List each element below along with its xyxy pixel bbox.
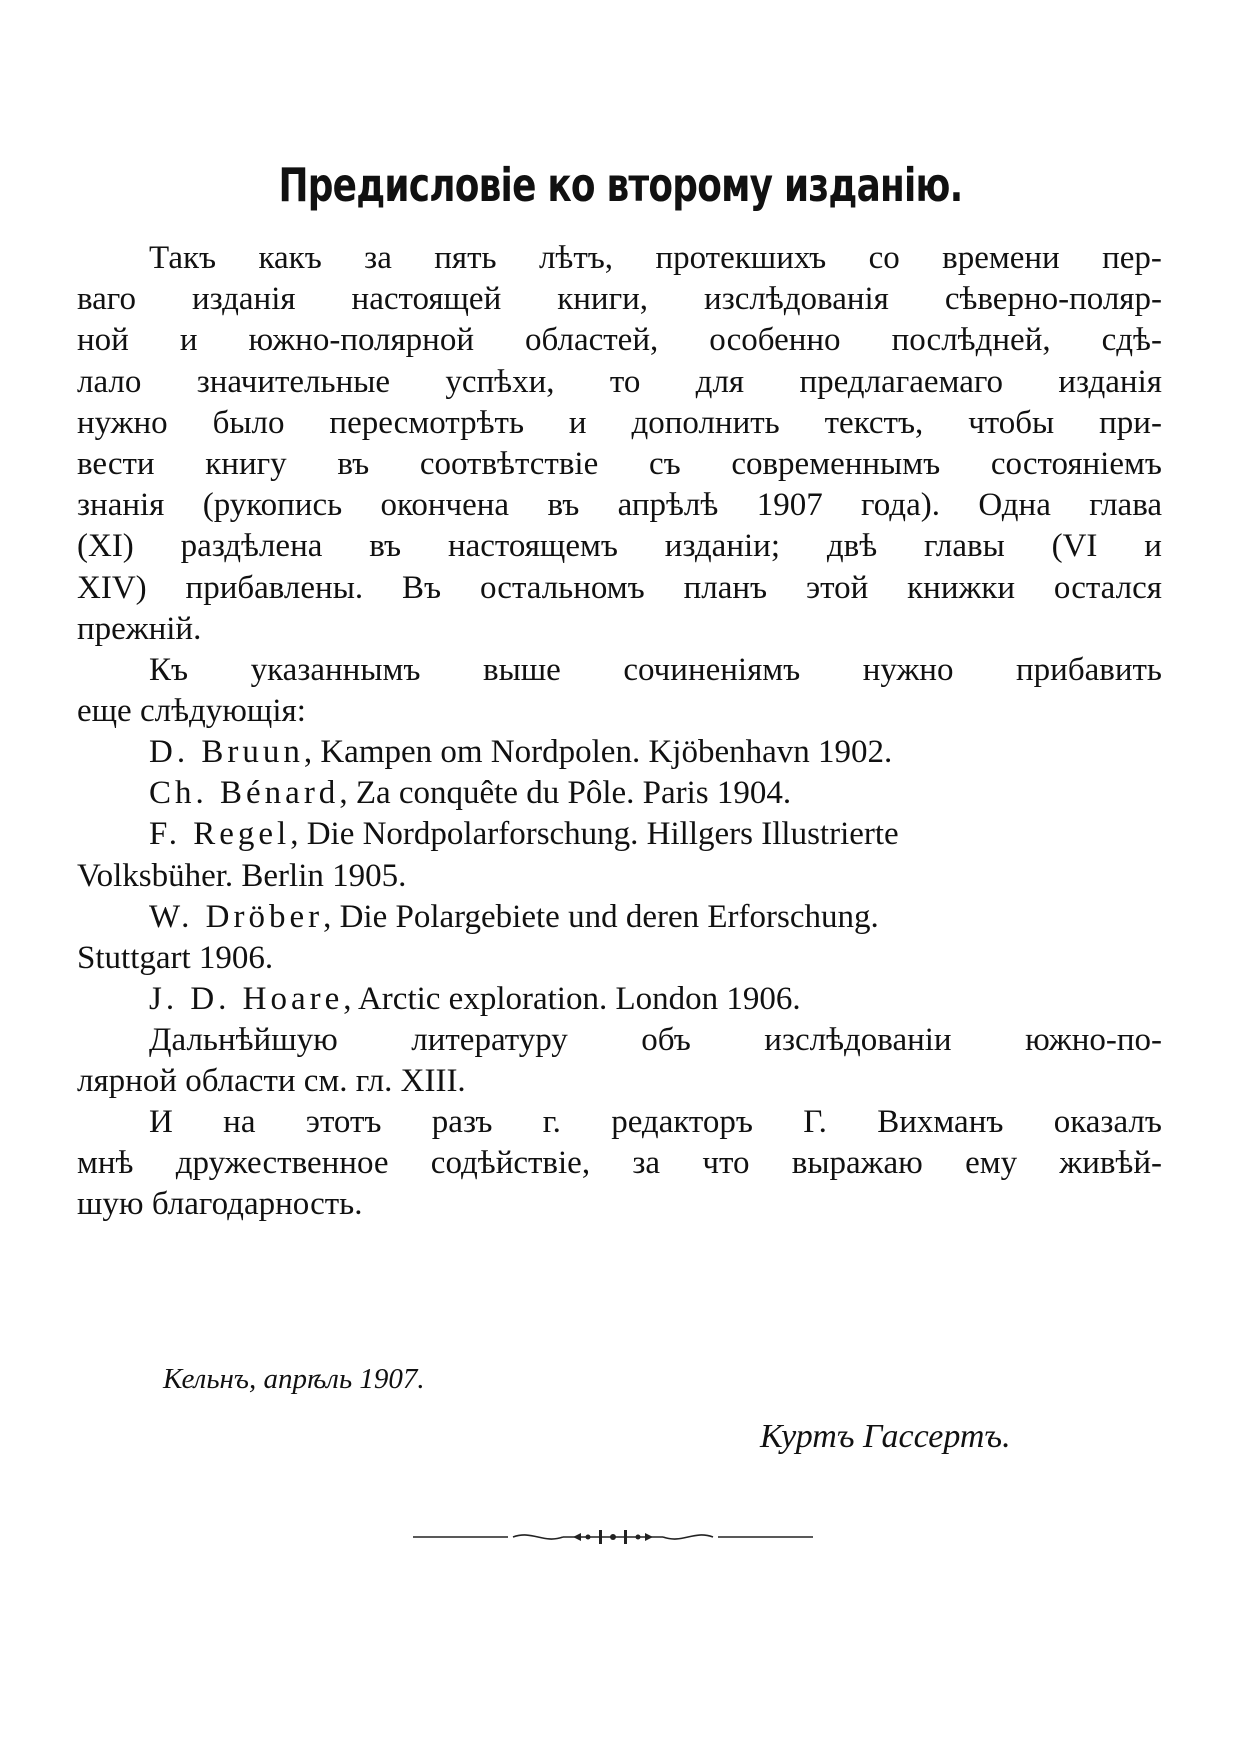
word: окончена [380,487,510,524]
word: вести [77,445,155,482]
word: времени [942,240,1060,276]
word: и [179,322,198,359]
word: живѣй- [1059,1145,1162,1182]
word: южно-полярной [248,322,475,359]
word: изслѣдованія [704,281,889,318]
word: чтобы [968,404,1055,441]
text-line [77,238,1162,279]
word: въ [337,445,370,482]
word: какъ [258,240,322,276]
reference-item: W. Dröber , Die Polargebiete und deren Erforschung. [77,897,1162,938]
word: пять [434,240,497,276]
place-date: Кельнъ, апрѣль 1907. [163,1363,425,1395]
page-title: Предисловіе ко второму изданію. [278,158,963,212]
word: Такъ [149,240,217,276]
word: XIV) [77,569,147,606]
word: разъ [431,1104,493,1140]
text-line [77,320,1162,361]
word: предлагаемаго [799,363,1004,400]
word: изданіи; [664,528,780,565]
word: знанія [77,487,165,524]
word: пересмотрѣть [329,404,524,441]
word: этой [805,569,869,606]
word: сѣверно-поляр- [944,281,1162,318]
word: за [364,240,392,276]
word: лало [77,363,142,400]
word: нужно [77,404,168,441]
word: главы [924,528,1005,565]
word: остался [1053,569,1162,606]
word: состояніемъ [990,445,1162,482]
word: Одна [978,487,1051,524]
word: остальномъ [479,569,645,606]
word: современнымъ [731,445,941,482]
word: мнѣ [77,1145,134,1182]
word: ему [965,1145,1018,1182]
word: Г. [803,1104,827,1140]
text-line [77,526,1162,567]
ornament-divider-icon [413,1522,813,1552]
word: лѣтъ, [538,240,614,276]
word: что [702,1145,750,1182]
word: литературу [411,1022,568,1058]
word: пер- [1102,240,1162,276]
text-line [77,279,1162,320]
reference-list [77,732,1162,1020]
reference-item: F. Regel , Die Nordpolarforschung. Hillgers Illustrierte [77,814,1162,855]
word: текстъ, [824,404,924,441]
reference-item-continuation: Volksbüher. Berlin 1905. [77,857,407,894]
text-line [77,362,1162,403]
word: особенно [709,322,841,359]
word: соотвѣтствіе [419,445,599,482]
word: (VI [1051,528,1098,565]
word: книгу [205,445,287,482]
word: прибавить [1016,652,1162,688]
reference-author: F. Regel [149,816,291,853]
text-line [77,650,1162,691]
word: дружественное [175,1145,389,1182]
text-line [77,1102,1162,1143]
word: со [868,240,900,276]
word: то [609,363,641,400]
reference-author: D. Bruun [149,734,304,770]
author-signature: Куртъ Гассертъ. [760,1418,1011,1455]
word: редакторъ [611,1104,753,1140]
word: выше [483,652,561,688]
word: было [212,404,285,441]
text-line [77,485,1162,526]
word: послѣдней, [891,322,1051,359]
word: настоящемъ [447,528,618,565]
word: выражаю [791,1145,923,1182]
text-line: шую благодарность. [77,1186,363,1223]
word: Къ [149,652,189,688]
reference-author: Ch. Bénard [149,775,340,812]
reference-item: J. D. Hoare , Arctic exploration. London 1906. [77,979,1162,1020]
paragraph-3 [77,1020,1162,1102]
reference-author: J. D. Hoare [149,981,344,1018]
word: и [568,404,587,441]
word: изданія [1058,363,1162,400]
word: настоящей [351,281,502,318]
word: 1907 [756,487,823,524]
word: и [1144,528,1162,565]
reference-author: W. Dröber [149,898,324,935]
word: Вихманъ [877,1104,1004,1140]
paragraph-4 [77,1102,1162,1226]
word: книжки [907,569,1015,606]
word: на [223,1104,256,1140]
text-line [77,444,1162,485]
reference-item: Ch. Bénard , Za conquête du Pôle. Paris 1904. [77,773,1162,814]
word: раздѣлена [180,528,323,565]
word: въ [547,487,580,524]
text-line: еще слѣдующія: [77,693,306,730]
word: Дальнѣйшую [149,1022,338,1058]
text-line [77,1143,1162,1184]
word: объ [641,1022,691,1058]
paragraph-1 [77,238,1162,650]
word: съ [648,445,681,482]
word: для [695,363,745,400]
text-line: прежній. [77,610,202,647]
word: апрѣлѣ [617,487,719,524]
text-line [77,1020,1162,1061]
word: года). [861,487,940,524]
word: южно-по- [1025,1022,1162,1058]
word: ваго [77,281,137,318]
word: сдѣ- [1101,322,1162,359]
word: протекшихъ [655,240,827,276]
word: нужно [862,652,954,688]
word: планъ [683,569,768,606]
text-line [77,403,1162,444]
word: въ [369,528,402,565]
reference-item: D. Bruun , Kampen om Nordpolen. Kjöbenhavn 1902. [77,732,1162,773]
text-line [77,568,1162,609]
word: г. [542,1104,561,1140]
word: И [149,1104,173,1140]
word: изслѣдованіи [764,1022,952,1058]
word: при- [1099,404,1162,441]
reference-item-continuation: Stuttgart 1906. [77,939,274,976]
word: прибавлены. [185,569,364,606]
word: областей, [525,322,659,359]
word: (рукопись [202,487,343,524]
word: Въ [402,569,442,606]
word: двѣ [826,528,878,565]
word: указаннымъ [250,652,421,688]
word: сочиненіямъ [623,652,801,688]
word: ной [77,322,129,359]
word: успѣхи, [445,363,555,400]
word: оказалъ [1053,1104,1162,1140]
word: изданія [192,281,296,318]
word: значительные [196,363,391,400]
word: книги, [557,281,649,318]
word: содѣйствіе, [430,1145,591,1182]
word: (XI) [77,528,134,565]
word: дополнить [631,404,780,441]
paragraph-2 [77,650,1162,732]
text-line: лярной области см. гл. XIII. [77,1063,466,1100]
word: глава [1089,487,1162,524]
word: за [632,1145,661,1182]
word: этотъ [305,1104,382,1140]
